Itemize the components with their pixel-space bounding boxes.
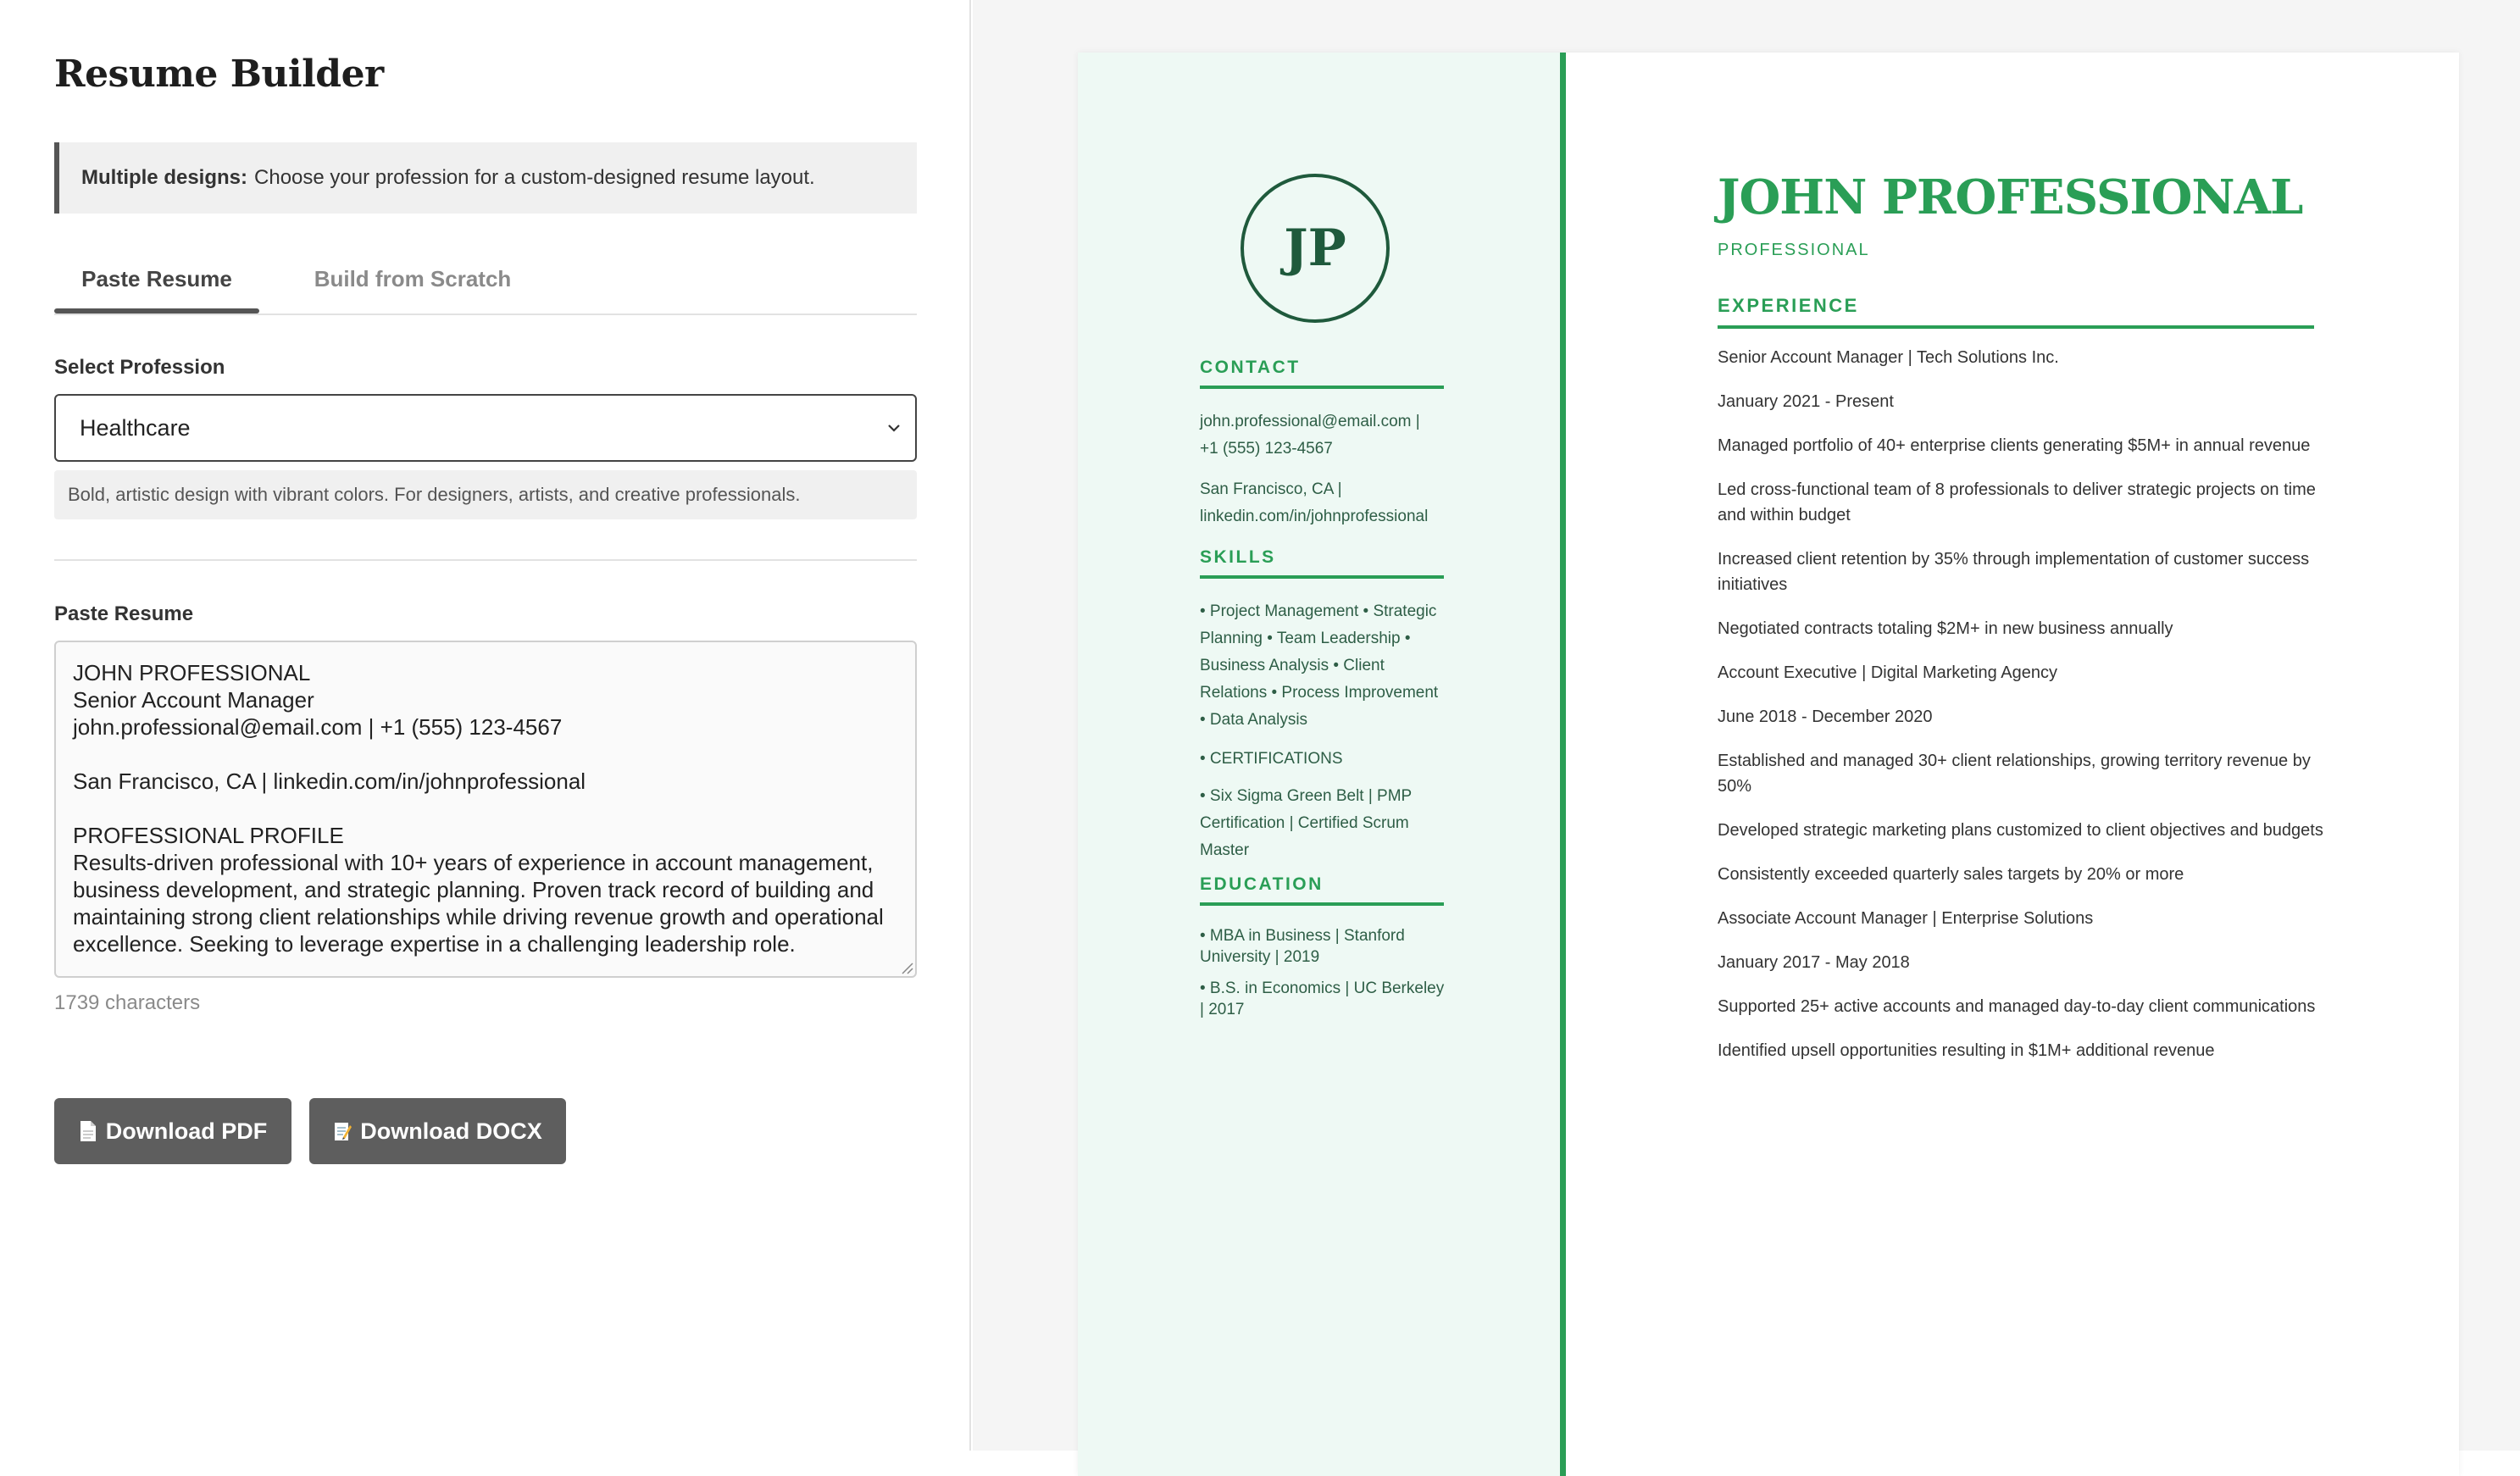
contact-heading: CONTACT	[1200, 358, 1444, 389]
experience-item: Senior Account Manager | Tech Solutions Inc.	[1718, 348, 2059, 367]
resume-textarea[interactable]	[54, 641, 917, 978]
experience-heading: EXPERIENCE	[1718, 295, 2314, 329]
education-item-2: • B.S. in Economics | UC Berkeley | 2017	[1200, 979, 1445, 1018]
editor-panel	[0, 0, 971, 1451]
document-icon	[79, 1120, 97, 1142]
resume-name: JOHN PROFESSIONAL	[1718, 169, 2303, 225]
info-banner-bold: Multiple designs:	[81, 166, 248, 189]
experience-item: Identified upsell opportunities resulting in $1M+ additional revenue	[1718, 1041, 2215, 1060]
experience-item: Managed portfolio of 40+ enterprise clients generating $5M+ in annual revenue	[1718, 436, 2311, 455]
experience-item: Negotiated contracts totaling $2M+ in new business annually	[1718, 619, 2173, 638]
experience-item: January 2017 - May 2018	[1718, 953, 1910, 972]
resume-preview	[1078, 53, 2459, 1476]
experience-item: Developed strategic marketing plans customized to client objectives and budgets	[1718, 821, 2323, 840]
download-docx-button[interactable]	[309, 1098, 566, 1164]
resume-subtitle: PROFESSIONAL	[1718, 241, 1870, 259]
tab-paste-resume[interactable]: Paste Resume	[54, 246, 259, 312]
chevron-down-icon	[885, 419, 903, 437]
experience-item: Increased client retention by 35% through implementation of customer success initiatives	[1718, 550, 2310, 594]
memo-icon	[333, 1120, 352, 1142]
mode-tabs	[54, 246, 917, 315]
skills-list: • Project Management • Strategic Planning • Team Leadership • Business Analysis • Client Relations • Process Improvement • Data Analysis	[1200, 602, 1439, 729]
certifications-list: • Six Sigma Green Belt | PMP Certification | Certified Scrum Master	[1200, 787, 1412, 859]
skills-heading: SKILLS	[1200, 547, 1444, 579]
app-title: Resume Builder	[54, 53, 384, 96]
resume-main	[1566, 53, 2459, 1476]
experience-item: Supported 25+ active accounts and managed day-to-day client communications	[1718, 997, 2316, 1016]
experience-item: Consistently exceeded quarterly sales targets by 20% or more	[1718, 865, 2184, 884]
experience-item: Associate Account Manager | Enterprise Solutions	[1718, 909, 2094, 928]
preview-panel	[973, 0, 2520, 1451]
download-docx-label: Download DOCX	[360, 1118, 542, 1144]
experience-item: Established and managed 30+ client relationships, growing territory revenue by 50%	[1718, 752, 2311, 796]
info-banner-text: Choose your profession for a custom-designed resume layout.	[254, 166, 815, 189]
experience-item: Led cross-functional team of 8 professionals to deliver strategic projects on time and within budget	[1718, 480, 2316, 524]
experience-item: June 2018 - December 2020	[1718, 707, 1933, 726]
download-pdf-label: Download PDF	[105, 1118, 268, 1144]
profession-selected-value: Healthcare	[80, 414, 191, 441]
experience-item: January 2021 - Present	[1718, 392, 1894, 411]
education-item-1: • MBA in Business | Stanford University | 2019	[1200, 927, 1405, 966]
character-count: 1739 characters	[54, 991, 201, 1014]
contact-location-linkedin: San Francisco, CA | linkedin.com/in/johnprofessional	[1200, 480, 1429, 525]
download-pdf-button[interactable]	[54, 1098, 291, 1164]
resume-sidebar	[1078, 53, 1566, 1476]
initials-avatar: JP	[1241, 174, 1390, 323]
certifications-heading: • CERTIFICATIONS	[1200, 750, 1343, 768]
experience-item: Account Executive | Digital Marketing Agency	[1718, 663, 2057, 682]
tab-build-from-scratch[interactable]: Build from Scratch	[314, 265, 512, 291]
education-heading: EDUCATION	[1200, 874, 1444, 906]
resize-handle-icon[interactable]	[900, 961, 913, 974]
profession-description: Bold, artistic design with vibrant colors. For designers, artists, and creative professionals.	[54, 470, 917, 519]
paste-resume-label: Paste Resume	[54, 602, 194, 625]
section-divider	[54, 559, 917, 561]
profession-select[interactable]	[54, 394, 917, 462]
info-banner	[54, 142, 917, 214]
contact-email-phone: john.professional@email.com | +1 (555) 123-4567	[1200, 413, 1420, 458]
profession-label: Select Profession	[54, 356, 225, 379]
